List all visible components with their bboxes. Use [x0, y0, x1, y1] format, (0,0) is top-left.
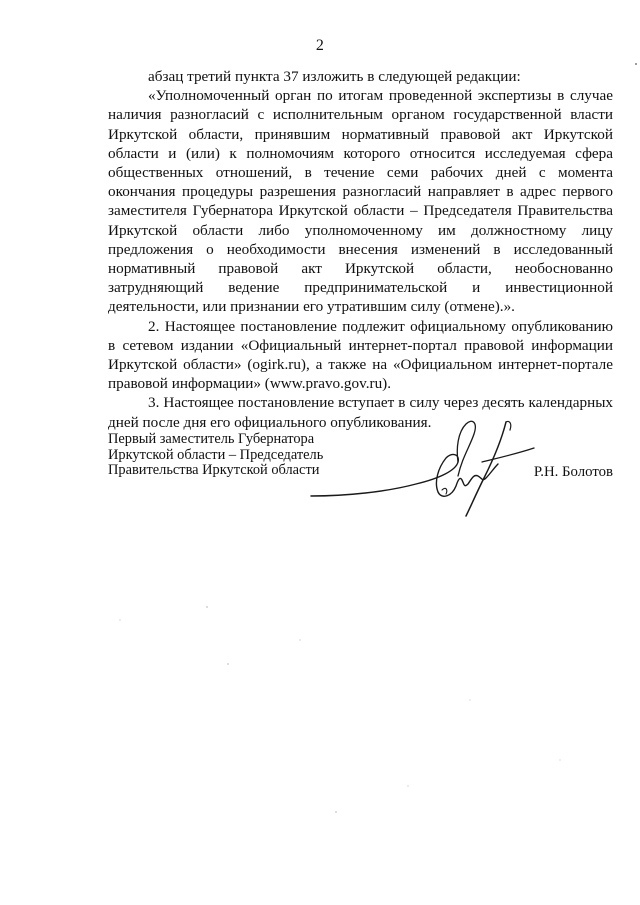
signatory-title-line: Первый заместитель Губернатора [108, 431, 315, 447]
document-body [108, 67, 613, 432]
handwritten-signature [306, 418, 536, 518]
signature-block [108, 432, 613, 542]
paragraph-amendment-intro: абзац третий пункта 37 изложить в следующей редакции: [148, 68, 521, 85]
signatory-name: Р.Н. Болотов [533, 464, 613, 480]
signatory-title-line: Правительства Иркутской области [108, 462, 320, 479]
paragraph-publication: 2. Настоящее постановление подлежит официальному опубликованию в сетевом издании «Официальный интернет-портал правовой информации Иркутской области» (ogirk.ru), а также на «Официальном интернет-портале правовой информации» (www.pravo.gov.ru). [108, 317, 613, 393]
paragraph-effective-date: 3. Настоящее постановление вступает в силу через десять календарных дней после дня его официального опубликования. [108, 394, 613, 431]
page-number: 2 [315, 37, 325, 54]
paragraph-amendment-text: «Уполномоченный орган по итогам проведенной экспертизы в случае наличия разногласий с исполнительным органом государственной власти Иркутской области, принявшим нормативный правовой акт Иркутской области и (или) к полномочиям которого относится исследуемая сфера общественных отношений, в течение семи рабочих дней с момента окончания процедуры разрешения разногласий направляет в адрес первого заместителя Губернатора Иркутской области – Председателя Правительства Иркутской области либо уполномоченному им должностному лицу предложения о необходимости внесения изменений в исследованный нормативный правовой акт Иркутской области, необоснованно затрудняющий ведение предпринимательской и инвестиционной деятельности, или признании его утратившим силу (отмене).». [108, 87, 613, 316]
signatory-title-line: Иркутской области – Председатель [108, 446, 324, 463]
